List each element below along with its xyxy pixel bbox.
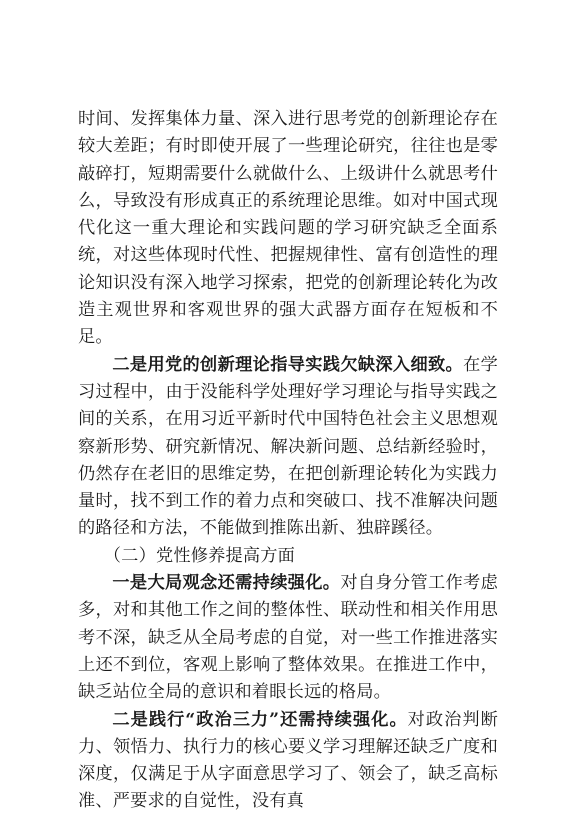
paragraph-text: 对自身分管工作考虑多，对和其他工作之间的整体性、联动性和相关作用思考不深，缺乏从全局考虑的自觉，对一些工作推进落实上还不到位，客观上影响了整体效果。在推进工作中，缺乏站位全局的意识和着眼长远的格局。	[78, 573, 498, 703]
paragraph-text: 时间、发挥集体力量、深入进行思考党的创新理论存在较大差距；有时即使开展了一些理论研究，往往也是零敲碎打，短期需要什么就做什么、上级讲什么就思考什么，导致没有形成真正的系统理论思维。如对中国式现代化这一重大理论和实践问题的学习研究缺乏全面系统，对这些体现时代性、把握规律性、富有创造性的理论知识没有深入地学习探索，把党的创新理论转化为改造主观世界和客观世界的强大武器方面存在短板和不足。	[78, 109, 498, 348]
document-body	[78, 106, 498, 816]
paragraph-text: 对政治判断力、领悟力、执行力的核心要义学习理解还缺乏广度和深度，仅满足于从字面意思学习了、领会了，缺乏高标准、严要求的自觉性，没有真	[78, 709, 498, 812]
section-heading	[78, 543, 498, 570]
paragraph-text: 在学习过程中，由于没能科学处理好学习理论与指导实践之间的关系，在用习近平新时代中国特色社会主义思想观察新形势、研究新情况、解决新问题、总结新经验时，仍然存在老旧的思维定势，在把创新理论转化为实践力量时，找不到工作的着力点和突破口、找不准解决问题的路径和方法，不能做到推陈出新、独辟蹊径。	[78, 354, 498, 539]
paragraph-theory-practice	[78, 352, 498, 543]
paragraph-continued	[78, 106, 498, 352]
paragraph-lead: 一是大局观念还需持续强化。	[112, 573, 341, 594]
paragraph-lead: 二是用党的创新理论指导实践欠缺深入细致。	[112, 354, 464, 375]
paragraph-big-picture	[78, 570, 498, 706]
paragraph-political-abilities	[78, 707, 498, 816]
section-heading-text: （二）党性修养提高方面	[103, 545, 296, 566]
paragraph-lead: 二是践行“政治三力”还需持续强化。	[112, 709, 408, 730]
